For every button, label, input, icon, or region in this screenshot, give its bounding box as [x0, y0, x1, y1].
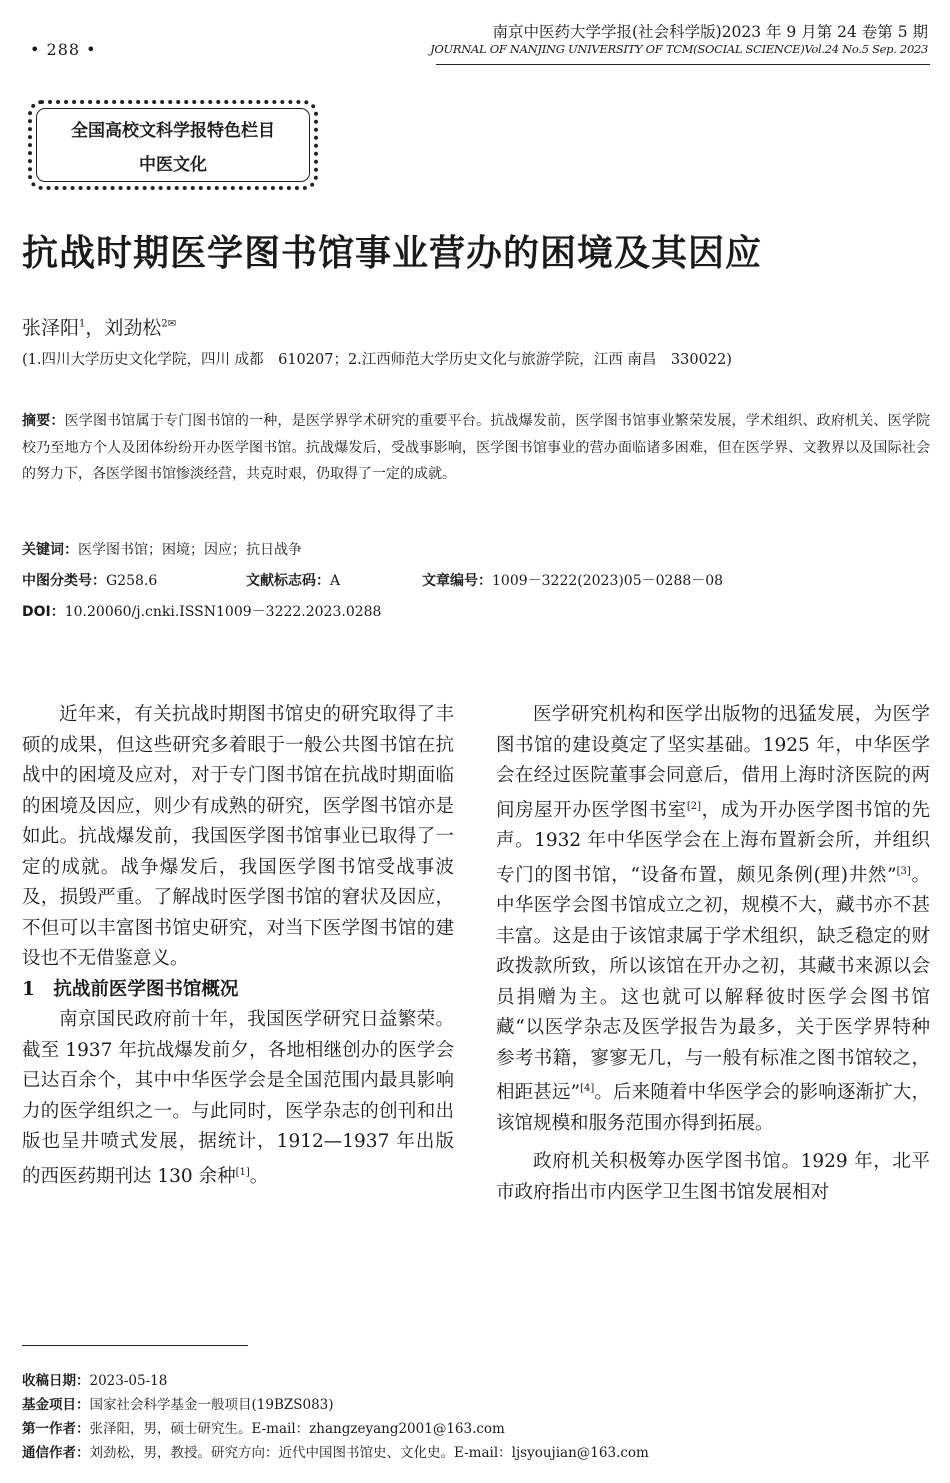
corr-label: 通信作者： [22, 1445, 90, 1461]
page-number: • 288 • [30, 40, 97, 59]
author-1-affil: 1 [79, 318, 86, 330]
author-2: 刘劲松 [104, 317, 162, 339]
document-code-value: A [330, 573, 341, 589]
footnote-first-author [22, 1417, 505, 1437]
abstract-label: 摘要： [22, 413, 65, 429]
article-number [422, 568, 723, 594]
right-text-c: 。中华医学会图书馆成立之初，规模不大，藏书亦不甚丰富。这是由于该馆隶属于学术组织，缺乏稳定的财政拨款所致，所以该馆在开办之初，其藏书来源以会员捐赠为主。这也就可以解释彼时医学会图书馆藏“以医学杂志及医学报告为最多，关于医学界特种参考书籍，寥寥无几，与一般有标准之图书馆较之，相距甚远” [496, 864, 930, 1104]
article-number-value: 1009－3222(2023)05－0288－08 [492, 573, 724, 589]
citation-1: [1] [235, 1166, 250, 1178]
footnote-rule [22, 1345, 248, 1346]
first-author-text: 张泽阳，男，硕士研究生。E-mail：zhangzeyang2001@163.com [89, 1421, 505, 1437]
clc-label: 中图分类号： [22, 573, 106, 589]
special-column-line1: 全国高校文科学报特色栏目 [71, 121, 275, 141]
special-column-box [28, 100, 318, 190]
affiliation: (1.四川大学历史文化学院，四川 成都 610207；2.江西师范大学历史文化与旅游学院，江西 南昌 330022) [22, 352, 732, 368]
abstract [22, 408, 930, 488]
article-number-label: 文章编号： [422, 573, 492, 589]
received-date: 2023-05-18 [89, 1373, 168, 1389]
clc-value: G258.6 [106, 573, 158, 589]
citation-4: [4] [580, 1083, 595, 1095]
body-column-right [496, 700, 930, 1208]
right-paragraph-2: 政府机关积极筹办医学图书馆。1929 年，北平市政府指出市内医学卫生图书馆发展相对 [496, 1151, 930, 1203]
right-text-b: ，成为开办医学图书馆的先声。1932 年中华医学会在上海布置新会所，并组织专门的图书馆，“设备布置，颇见条例(理)井然” [496, 799, 930, 886]
keywords-label: 关键词： [22, 542, 78, 558]
body-column-left [22, 700, 454, 1192]
section-1-text-end: 。 [249, 1165, 269, 1187]
first-author-label: 第一作者： [22, 1421, 90, 1437]
intro-paragraph: 近年来，有关抗战时期图书馆史的研究取得了丰硕的成果，但这些研究多着眼于一般公共图书馆在抗战中的困境及应对，对于专门图书馆在抗战时期面临的困境及因应，则少有成熟的研究，医学图书馆亦是如此。抗战爆发前，我国医学图书馆事业已取得了一定的成就。战争爆发后，我国医学图书馆受战事波及，损毁严重。了解战时医学图书馆的窘状及因应，不但可以丰富图书馆史研究，对当下医学图书馆的建设也不无借鉴意义。 [22, 704, 454, 969]
fund-label: 基金项目： [22, 1397, 90, 1413]
author-separator: ， [85, 317, 105, 339]
section-1-paragraph [22, 1005, 454, 1192]
journal-title-en: JOURNAL OF NANJING UNIVERSITY OF TCM(SOCIAL SCIENCE)Vol.24 No.5 Sep. 2023 [430, 42, 928, 56]
special-column-line2: 中医文化 [139, 155, 207, 175]
doi-value: 10.20060/j.cnki.ISSN1009－3222.2023.0288 [64, 604, 382, 620]
footnote-corresponding-author [22, 1441, 649, 1461]
abstract-text: 医学图书馆属于专门图书馆的一种，是医学界学术研究的重要平台。抗战爆发前，医学图书馆事业繁荣发展，学术组织、政府机关、医学院校乃至地方个人及团体纷纷开办医学图书馆。抗战爆发后，受战事影响，医学图书馆事业的营办面临诸多困难，但在医学界、文教界以及国际社会的努力下，各医学图书馆惨淡经营，共克时艰，仍取得了一定的成就。 [22, 413, 931, 482]
clc-number [22, 568, 157, 594]
doi [22, 599, 381, 625]
right-text-d: 。后来随着中华医学会的影响逐渐扩大，该馆规模和服务范围亦得到拓展。 [496, 1082, 930, 1134]
journal-title-cn: 南京中医药大学学报(社会科学版)2023 年 9 月第 24 卷第 5 期 [492, 23, 928, 41]
right-paragraph-1 [496, 700, 930, 1139]
right-text-a: 医学研究机构和医学出版物的迅猛发展，为医学图书馆的建设奠定了坚实基础。1925 年，中华医学会在经过医院董事会同意后，借用上海时济医院的两间房屋开办医学图书室 [496, 704, 930, 821]
received-label: 收稿日期： [22, 1373, 90, 1389]
document-code [246, 568, 340, 594]
citation-3: [3] [896, 865, 911, 877]
document-code-label: 文献标志码： [246, 573, 330, 589]
fund-text: 国家社会科学基金一般项目(19BZS083) [89, 1397, 334, 1413]
corr-text: 刘劲松，男，教授。研究方向：近代中国图书馆史、文化史。E-mail：ljsyoujian@163.com [89, 1445, 649, 1461]
footnote-fund [22, 1393, 334, 1413]
keywords-text: 医学图书馆；困境；因应；抗日战争 [78, 542, 302, 558]
citation-2: [2] [686, 800, 701, 812]
header-rule [436, 64, 930, 65]
section-1-text: 南京国民政府前十年，我国医学研究日益繁荣。截至 1937 年抗战爆发前夕，各地相继创办的医学会已达百余个，其中中华医学会是全国范围内最具影响力的医学组织之一。与此同时，医学杂志的创刊和出版也呈井喷式发展，据统计，1912—1937 年出版的西医药期刊达 130 余种 [22, 1009, 454, 1187]
author-line [22, 313, 176, 340]
section-heading-1: 1 抗战前医学图书馆概况 [22, 978, 239, 1000]
article-title: 抗战时期医学图书馆事业营办的困境及其因应 [22, 232, 763, 274]
author-1: 张泽阳 [22, 317, 80, 339]
footnote-received [22, 1369, 167, 1389]
keywords [22, 537, 302, 563]
author-2-affil-mail-icon: 2✉ [161, 318, 177, 330]
doi-label: DOI： [22, 604, 65, 620]
